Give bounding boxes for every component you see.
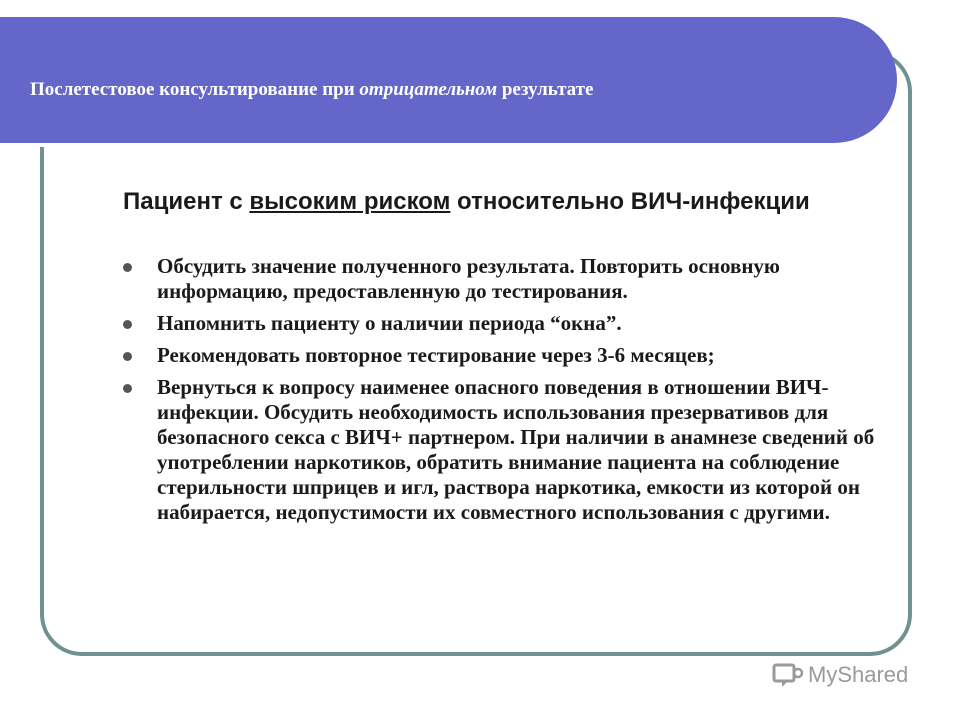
watermark-text: MyShared — [808, 662, 909, 687]
myshared-logo-icon — [772, 661, 804, 689]
slide-header-band — [0, 17, 897, 143]
slide-title: Послетестовое консультирование при отрицательном результате — [30, 79, 594, 100]
bullet-dot-icon — [123, 320, 132, 329]
myshared-watermark — [772, 660, 908, 690]
subtitle-underlined: высоким риском — [249, 188, 451, 215]
bullet-item: Напомнить пациенту о наличии периода “окна”. — [123, 311, 903, 336]
title-emphasis: отрицательном — [359, 79, 498, 100]
bullet-item: Рекомендовать повторное тестирование через 3-6 месяцев; — [123, 343, 903, 368]
bullet-item: Вернуться к вопросу наименее опасного поведения в отношении ВИЧ-инфекции. Обсудить необходимость использования презервативов для безопасного секса с ВИЧ+ партнером. При наличии в анамнезе сведений об употреблении наркотиков, обратить внимание пациента на соблюдение стерильности шприцев и игл, раствора наркотика, емкости из которой он набирается, недопустимости их совместного использования с другими. — [123, 375, 903, 525]
subtitle: Пациент с высоким риском относительно ВИЧ-инфекции — [123, 188, 810, 215]
bullet-item: Обсудить значение полученного результата. Повторить основную информацию, предоставленную до тестирования. — [123, 254, 903, 304]
bullet-dot-icon — [123, 352, 132, 361]
slide-content — [123, 186, 903, 532]
bullet-dot-icon — [123, 263, 132, 272]
bullet-list — [123, 254, 903, 525]
bullet-dot-icon — [123, 384, 132, 393]
header-underline — [0, 143, 848, 147]
